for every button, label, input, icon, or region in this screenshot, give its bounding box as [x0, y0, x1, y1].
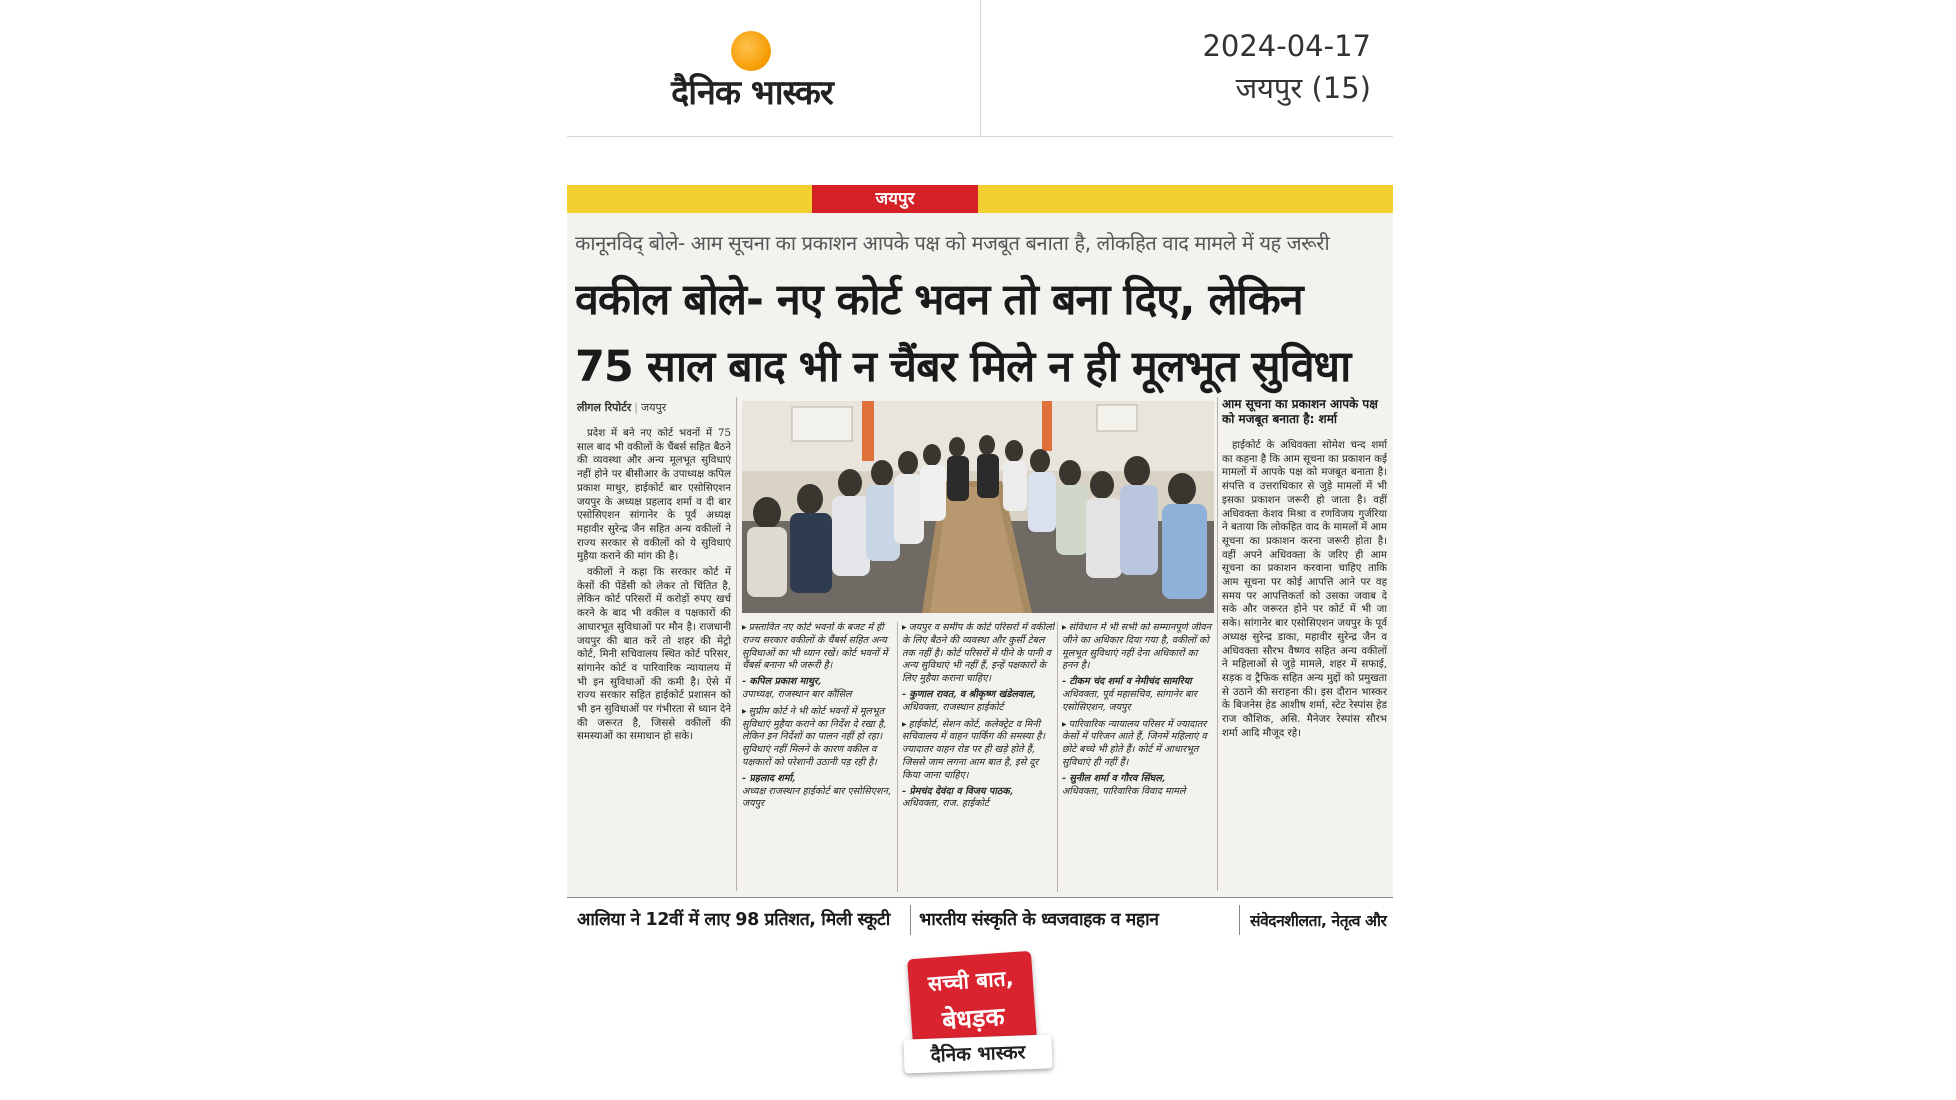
column-rule	[1057, 622, 1058, 892]
newspaper-name: दैनिक भास्कर	[671, 73, 833, 113]
body-paragraph: हाईकोर्ट के अधिवक्ता सोमेश चन्द शर्मा का कहना है कि आम सूचना का प्रकाशन कई मामलों में आपके पक्ष को मजबूत बनाता है। संपत्ति व उत्तराधिकार से जुड़े मामलों में भी इसका प्रकाशन जरूरी हो जाता है। वहीं अधिवक्ता केशव मिश्रा व रणविजय गुर्जरिया ने बताया कि लोकहित वाद के मामलों में आम सूचना का प्रकाशन करना जरूरी होता है। वहीं अपने अधिवक्ता के जरिए ही आम सूचना का प्रकाशन करवाना चाहिए ताकि आम सूचना पर कोई आपत्ति आने पर वह समय पर आपत्तिकर्ता को उसका जवाब दे सके और जरूरत होने पर कोर्ट में भी जा सके। सांगानेर बार एसोसिएशन जयपुर के पूर्व अध्यक्ष सुरेन्द्र डाका, महावीर सुरेन्द्र जैन व अधिवक्ता सौरभ वैष्णव सहित अन्य वकीलों ने महिलाओं से जुड़े मामले, शहर में सफाई, सड़क व ट्रैफिक सहित अन्य मुद्दों को प्रमुखता से उठाने की सराहना की। इस दौरान भास्कर के बिजनेस हेड आशीष शर्मा, स्टेट रेस्पांस हेड राज कौशिक, असि. मैनेजर रेस्पांस सौरभ शर्मा आदि मौजूद रहे।	[1222, 440, 1387, 739]
column-rule	[897, 622, 898, 892]
article-headline	[575, 267, 1387, 401]
badge-red-panel	[907, 951, 1037, 1047]
quote-speaker: - प्रहलाद शर्मा,	[742, 773, 895, 786]
quote-column-3	[1062, 622, 1215, 892]
teaser-divider	[910, 905, 911, 935]
publication-date: 2024-04-17	[1202, 29, 1371, 63]
quote-speaker: - प्रेमचंद देवंदा व विजय पाठक,	[902, 786, 1055, 799]
quote-speaker: - सुनील शर्मा व गौरव सिंघल,	[1062, 773, 1215, 786]
news-clipping	[567, 185, 1393, 930]
quote-speaker: - कुणाल रावत, व श्रीकृष्ण खंडेलवाल,	[902, 689, 1055, 702]
teaser-headline: भारतीय संस्कृति के ध्वजवाहक व महान	[919, 910, 1159, 930]
clipping-meta	[1202, 26, 1371, 110]
article-body-right	[1222, 439, 1387, 889]
brand-badge	[904, 951, 1054, 1078]
teaser-strip	[567, 897, 1393, 937]
teaser-headline: आलिया ने 12वीं में लाए 98 प्रतिशत, मिली स्कूटी	[577, 910, 890, 930]
quote-column-1	[742, 622, 895, 892]
quote-speaker: - कपिल प्रकाश माथुर,	[742, 676, 895, 689]
column-rule	[1217, 397, 1218, 891]
quote-speaker-role: अधिवक्ता, पारिवारिक विवाद मामले	[1062, 785, 1186, 797]
teaser-headline: संवेदनशीलता, नेतृत्व और	[1250, 912, 1387, 930]
quote-text: ▶ प्रस्तावित नए कोर्ट भवनों के बजट में ही राज्य सरकार वकीलों के चैंबर्स सहित अन्य सुविधाओं का भी ध्यान रखें। कोर्ट भवनों में चैंबर्स बनाना भी जरूरी है।	[742, 622, 895, 673]
headline-line-1: वकील बोले- नए कोर्ट भवन तो बना दिए, लेकिन	[575, 275, 1303, 325]
column-rule	[736, 397, 737, 891]
quote-speaker: - टीकम चंद शर्मा व नेमीचंद सामरिया	[1062, 676, 1215, 689]
quote-column-2	[902, 622, 1055, 892]
quote-text: ▶ संविधान में भी सभी को सम्मानपूर्ण जीवन जीने का अधिकार दिया गया है, वकीलों को मूलभूत सुविधाएं नहीं देना अधिकारों का हनन है।	[1062, 622, 1215, 673]
side-headline: आम सूचना का प्रकाशन आपके पक्ष को मजबूत बनाता है: शर्मा	[1222, 397, 1378, 426]
quote-text: ▶ जयपुर व समीप के कोर्ट परिसरों में वकीलों के लिए बैठने की व्यवस्था और कुर्सी टेबल तक नहीं है। कोर्ट परिसरों में पीने के पानी व अन्य सुविधाएं भी नहीं हैं, इन्हें पक्षकारों के लिए मुहैया कराना चाहिए।	[902, 622, 1055, 686]
byline-reporter: लीगल रिपोर्टर	[577, 401, 632, 414]
quote-speaker-role: अधिवक्ता, पूर्व महासचिव, सांगानेर बार एसोसिएशन, जयपुर	[1062, 688, 1197, 713]
headline-line-2: 75 साल बाद भी न चैंबर मिले न ही मूलभूत सुविधा	[575, 342, 1351, 392]
article-body-left	[577, 427, 731, 887]
body-paragraph: प्रदेश में बने नए कोर्ट भवनों में 75 साल बाद भी वकीलों के चैंबर्स सहित बैठने की व्यवस्था और अन्य मूलभूत सुविधाएं नहीं होने पर बीसीआर के उपाध्यक्ष कपिल प्रकाश माथुर, हाईकोर्ट बार एसोसिएशन जयपुर के अध्यक्ष प्रहलाद शर्मा व दी बार एसोसिएशन सांगानेर के पूर्व अध्यक्ष महावीर सुरेन्द्र जैन सहित अन्य वकीलों ने राज्य सरकार से वकीलों को ये सुविधाएं मुहैया कराने की मांग की है।	[577, 428, 731, 563]
section-tab: जयपुर	[812, 185, 978, 213]
byline-city: जयपुर	[641, 401, 667, 414]
masthead-divider	[980, 0, 981, 137]
article-kicker: कानूनविद् बोले- आम सूचना का प्रकाशन आपके पक्ष को मजबूत बनाता है, लोकहित वाद मामले में यह जरूरी	[575, 231, 1330, 255]
quote-text: ▶ सुप्रीम कोर्ट ने भी कोर्ट भवनों में मूलभूत सुविधाएं मुहैया कराने का निर्देश दे रखा है, लेकिन इन निर्देशों का पालन नहीं हो रहा। सुविधाएं नहीं मिलने के कारण वकील व पक्षकारों को परेशानी उठानी पड़ रही है।	[742, 706, 895, 770]
sun-icon	[731, 31, 771, 71]
clipping-masthead	[567, 0, 1393, 137]
group-photo-illustration	[742, 401, 1214, 613]
quote-speaker-role: अधिवक्ता, राज. हाईकोर्ट	[902, 798, 989, 810]
badge-tagline-1: सच्ची बात,	[927, 966, 1015, 996]
edition-page: जयपुर (15)	[1235, 71, 1371, 105]
newspaper-logo	[647, 28, 857, 118]
teaser-divider	[1239, 905, 1240, 935]
badge-tagline-2: बेधड़क	[941, 1001, 1006, 1036]
quote-speaker-role: अध्यक्ष राजस्थान हाईकोर्ट बार एसोसिएशन, जयपुर	[742, 785, 891, 810]
teaser-rule	[567, 897, 1393, 898]
badge-brand-strip	[903, 1034, 1052, 1073]
masthead-rule	[567, 136, 1393, 137]
group-photo	[742, 401, 1214, 613]
quote-speaker-role: अधिवक्ता, राजस्थान हाईकोर्ट	[902, 701, 1004, 713]
quote-speaker-role: उपाध्यक्ष, राजस्थान बार कौंसिल	[742, 688, 852, 700]
section-bar	[567, 185, 1393, 213]
quote-text: ▶ पारिवारिक न्यायालय परिसर में ज्यादातर केसों में परिजन आते हैं, जिनमें महिलाएं व छोटे बच्चे भी होते हैं। कोर्ट में आधारभूत सुविधाएं ही नहीं हैं।	[1062, 719, 1215, 770]
badge-brand-name: दैनिक भास्कर	[930, 1041, 1026, 1067]
byline: लीगल रिपोर्टर | जयपुर	[577, 401, 667, 414]
body-paragraph: वकीलों ने कहा कि सरकार कोर्ट में केसों की पेंडेंसी को लेकर तो चिंतित है, लेकिन कोर्ट परिसरों में करोड़ों रुपए खर्च करने के बाद भी वकील व पक्षकारों की आधारभूत सुविधाओं पर मौन है। राजधानी जयपुर की बात करें तो शहर की मेट्रो कोर्ट, मिनी सचिवालय स्थित कोर्ट परिसर, सांगानेर कोर्ट व पारिवारिक न्यायालय में भी इन सुविधाओं की कमी है। ऐसे में राज्य सरकार सहित हाईकोर्ट प्रशासन को भी इन सुविधाओं पर गंभीरता से ध्यान देने की जरूरत है, जिससे वकीलों की समस्याओं का समाधान हो सके।	[577, 567, 731, 743]
quote-text: ▶ हाईकोर्ट, सेशन कोर्ट, कलेक्ट्रेट व मिनी सचिवालय में वाहन पार्किंग की समस्या है। ज्यादातर वाहन रोड पर ही खड़े होते हैं, जिससे जाम लगना आम बात है, इसे दूर किया जाना चाहिए।	[902, 719, 1055, 783]
quote-block	[742, 622, 1214, 892]
